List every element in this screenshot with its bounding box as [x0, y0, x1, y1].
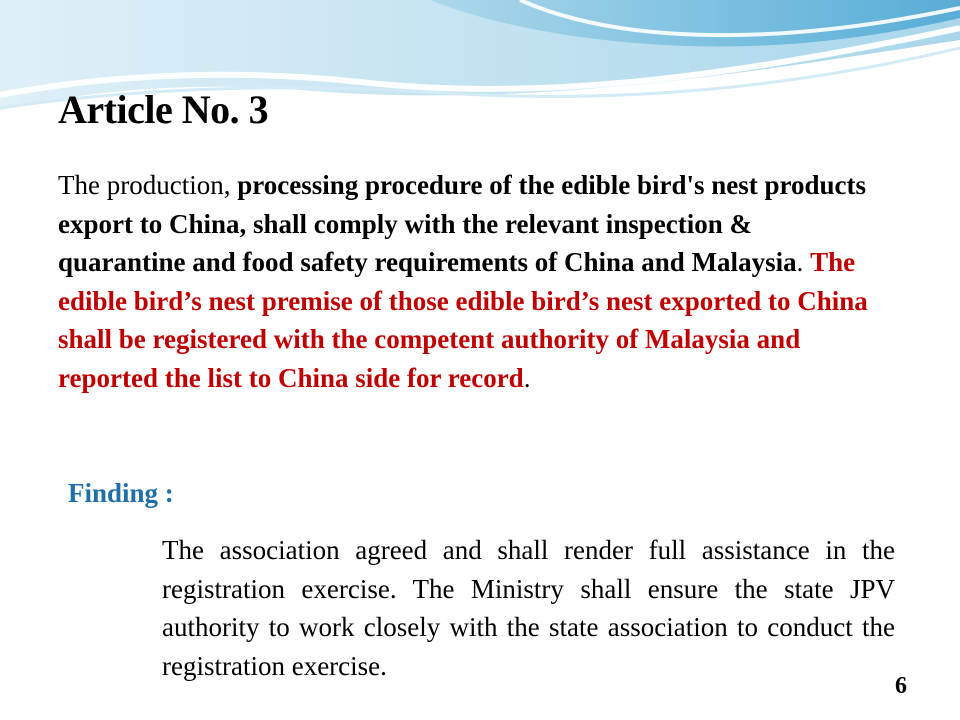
finding-text: The association agreed and shall render full assistance in the registration exercise. The Ministry shall ensure the state JPV authority to work closely with the state association to conduct the registration exercise. [162, 535, 895, 681]
finding-label: Finding : [68, 478, 174, 508]
article-text-red-emphasis: The edible bird’s nest premise of those edible bird’s nest exported to China shall be registered with the competent authority of Malaysia and reported the list to China side for record [58, 247, 868, 393]
page-number: 6 [895, 673, 907, 699]
article-text-intro: The production, [58, 170, 238, 200]
article-text-end: . [523, 362, 531, 393]
article-text-separator: . [796, 247, 811, 277]
article-text-bold: processing procedure of the edible bird's nest products export to China, shall comply with the relevant inspection & quarantine and food safety requirements of China and Malaysia [58, 170, 867, 277]
slide-title: Article No. 3 [58, 87, 269, 132]
article-text [58, 166, 870, 397]
